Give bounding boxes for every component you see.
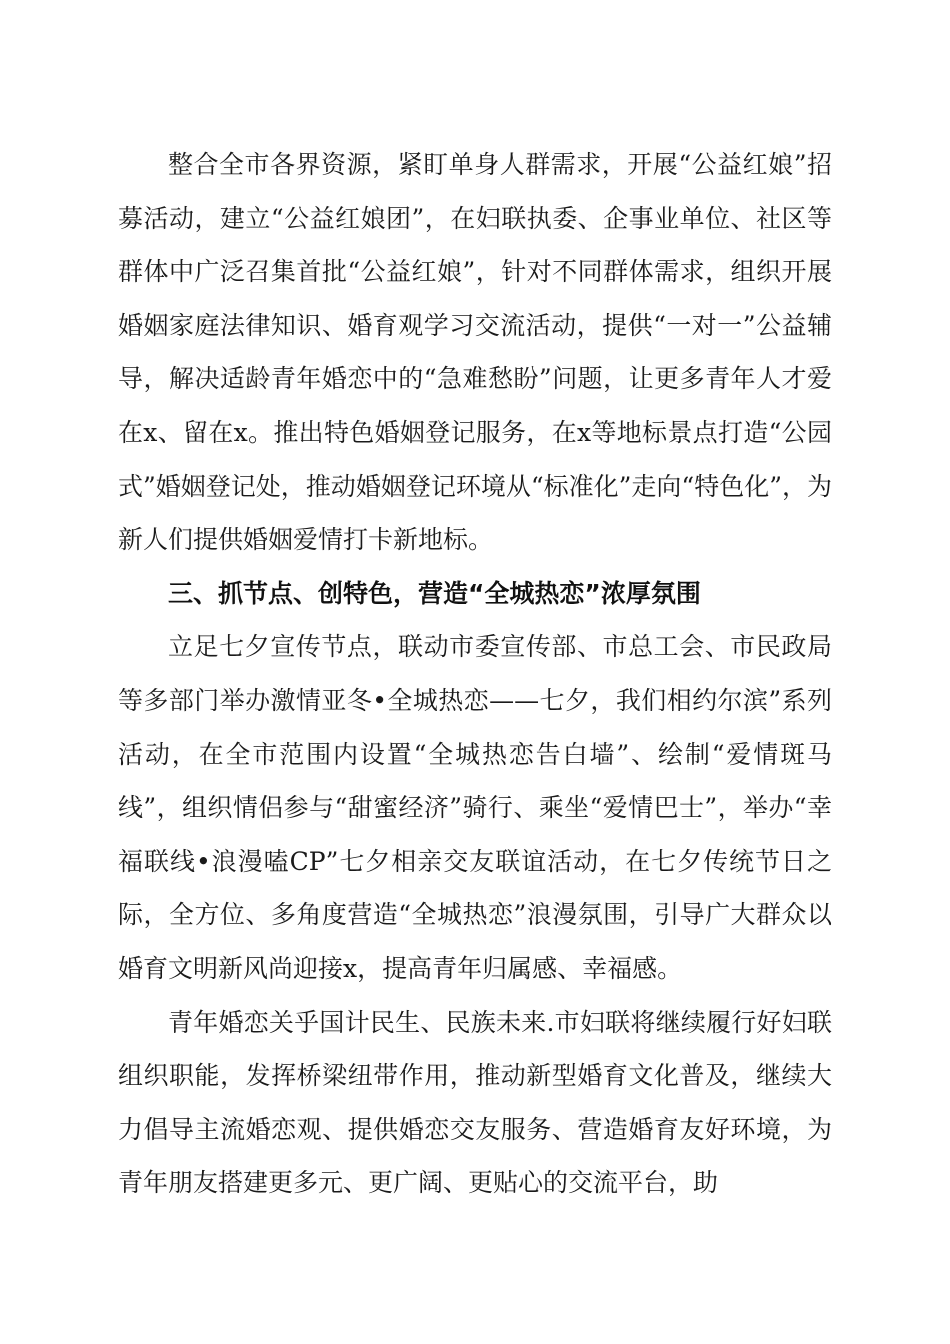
paragraph-1: 整合全市各界资源，紧盯单身人群需求，开展“公益红娘”招募活动，建立“公益红娘团”，在妇联执委、企事业单位、社区等群体中广泛召集首批“公益红娘”，针对不同群体需求，组织开展婚姻家庭法律知识、婚育观学习交流活动，提供“一对一”公益辅导，解决适龄青年婚恋中的“急难愁盼”问题，让更多青年人才爱在x、留在x。推出特色婚姻登记服务，在x等地标景点打造“公园式”婚姻登记处，推动婚姻登记环境从“标准化”走向“特色化”，为新人们提供婚姻爱情打卡新地标。 — [118, 150, 832, 555]
paragraph-2: 立足七夕宣传节点，联动市委宣传部、市总工会、市民政局等多部门举办激情亚冬•全城热恋——七夕，我们相约尔滨”系列活动，在全市范围内设置“全城热恋告白墙”、绘制“爱情斑马线”，组织情侣参与“甜蜜经济”骑行、乘坐“爱情巴士”，举办“幸福联线•浪漫嗑CP”七夕相亲交友联谊活动，在七夕传统节日之际，全方位、多角度营造“全城热恋”浪漫氛围，引导广大群众以婚育文明新风尚迎接x，提高青年归属感、幸福感。 — [118, 632, 832, 983]
section-heading-3: 三、抓节点、创特色，营造“全城热恋”浓厚氛围 — [168, 578, 701, 608]
document-body — [118, 138, 832, 1210]
paragraph-3: 青年婚恋关乎国计民生、民族未来.市妇联将继续履行好妇联组织职能，发挥桥梁纽带作用，推动新型婚育文化普及，继续大力倡导主流婚恋观、提供婚恋交友服务、营造婚育友好环境，为青年朋友搭建更多元、更广阔、更贴心的交流平台，助 — [118, 1007, 832, 1198]
